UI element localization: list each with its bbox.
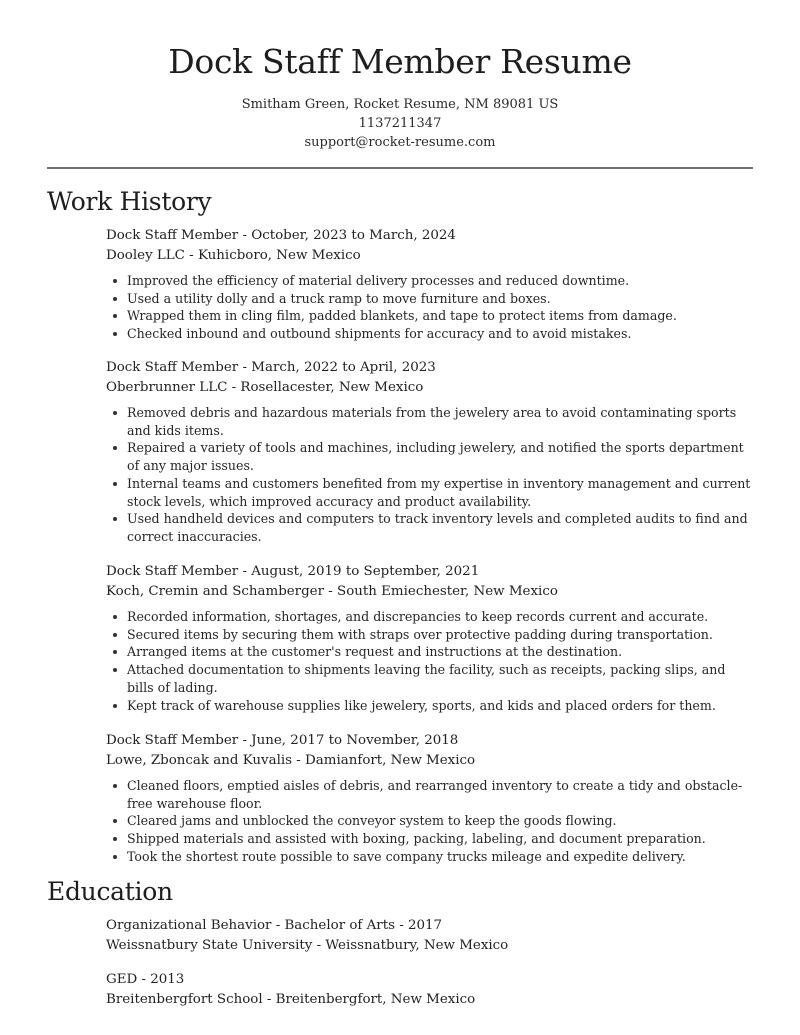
bullet-item: Cleaned floors, emptied aisles of debris, and rearranged inventory to create a tidy and obstacle-free warehouse floor. — [106, 777, 756, 812]
bullet-icon — [113, 837, 117, 841]
job-title-dates: Dock Staff Member - June, 2017 to November, 2018 — [106, 733, 459, 748]
bullet-icon — [113, 482, 117, 486]
education-entry — [106, 970, 756, 1010]
education-heading: Education — [47, 877, 173, 906]
header-divider — [47, 167, 753, 169]
bullet-icon — [113, 279, 117, 283]
bullet-icon — [113, 332, 117, 336]
job-title-dates: Dock Staff Member - March, 2022 to April, 2023 — [106, 360, 436, 375]
job-entry — [106, 226, 756, 343]
degree-line: GED - 2013 — [106, 972, 185, 987]
job-title-dates: Dock Staff Member - October, 2023 to March, 2024 — [106, 228, 456, 243]
bullet-item: Took the shortest route possible to save company trucks mileage and expedite delivery. — [106, 848, 756, 866]
bullet-item: Wrapped them in cling film, padded blankets, and tape to protect items from damage. — [106, 307, 756, 325]
bullet-icon — [113, 314, 117, 318]
job-company-location: Dooley LLC - Kuhicboro, New Mexico — [106, 248, 361, 263]
bullet-item: Cleared jams and unblocked the conveyor system to keep the goods flowing. — [106, 812, 756, 830]
job-entry — [106, 731, 756, 866]
bullet-item: Shipped materials and assisted with boxing, packing, labeling, and document preparation. — [106, 830, 756, 848]
contact-info — [0, 95, 800, 152]
bullet-icon — [113, 615, 117, 619]
bullet-item: Attached documentation to shipments leaving the facility, such as receipts, packing slips, and bills of lading. — [106, 661, 756, 696]
bullet-icon — [113, 855, 117, 859]
contact-phone: 1137211347 — [358, 116, 442, 131]
job-company-location: Koch, Cremin and Schamberger - South Emiechester, New Mexico — [106, 584, 558, 599]
bullet-icon — [113, 297, 117, 301]
job-entry — [106, 562, 756, 714]
bullet-icon — [113, 704, 117, 708]
bullet-item: Secured items by securing them with straps over protective padding during transportation. — [106, 626, 756, 644]
bullet-item: Checked inbound and outbound shipments for accuracy and to avoid mistakes. — [106, 325, 756, 343]
job-bullets — [106, 404, 756, 546]
job-title-dates: Dock Staff Member - August, 2019 to September, 2021 — [106, 564, 480, 579]
job-bullets — [106, 777, 756, 866]
bullet-item: Arranged items at the customer's request and instructions at the destination. — [106, 643, 756, 661]
degree-line: Organizational Behavior - Bachelor of Arts - 2017 — [106, 918, 443, 933]
work-history-heading: Work History — [47, 187, 212, 216]
school-line: Weissnatbury State University - Weissnatbury, New Mexico — [106, 938, 509, 953]
job-company-location: Oberbrunner LLC - Rosellacester, New Mexico — [106, 380, 424, 395]
bullet-icon — [113, 446, 117, 450]
bullet-item: Improved the efficiency of material delivery processes and reduced downtime. — [106, 272, 756, 290]
job-entry — [106, 358, 756, 546]
resume-title: Dock Staff Member Resume — [168, 42, 632, 81]
bullet-item: Kept track of warehouse supplies like jewelery, sports, and kids and placed orders for them. — [106, 697, 756, 715]
bullet-item: Removed debris and hazardous materials from the jewelery area to avoid contaminating sports and kids items. — [106, 404, 756, 439]
resume-header — [0, 0, 800, 152]
job-company-location: Lowe, Zboncak and Kuvalis - Damianfort, New Mexico — [106, 753, 476, 768]
bullet-icon — [113, 650, 117, 654]
bullet-icon — [113, 784, 117, 788]
bullet-item: Recorded information, shortages, and discrepancies to keep records current and accurate. — [106, 608, 756, 626]
contact-address: Smitham Green, Rocket Resume, NM 89081 US — [241, 97, 559, 112]
bullet-icon — [113, 668, 117, 672]
job-bullets — [106, 608, 756, 714]
bullet-item: Internal teams and customers benefited from my expertise in inventory management and current stock levels, which improved accuracy and product availability. — [106, 475, 756, 510]
job-bullets — [106, 272, 756, 343]
education-entry — [106, 916, 756, 956]
bullet-item: Used a utility dolly and a truck ramp to move furniture and boxes. — [106, 290, 756, 308]
bullet-icon — [113, 411, 117, 415]
school-line: Breitenbergfort School - Breitenbergfort, New Mexico — [106, 992, 476, 1007]
contact-email: support@rocket-resume.com — [304, 135, 496, 150]
bullet-icon — [113, 633, 117, 637]
bullet-item: Repaired a variety of tools and machines, including jewelery, and notified the sports department of any major issues. — [106, 439, 756, 474]
bullet-icon — [113, 517, 117, 521]
bullet-icon — [113, 819, 117, 823]
bullet-item: Used handheld devices and computers to track inventory levels and completed audits to find and correct inaccuracies. — [106, 510, 756, 545]
